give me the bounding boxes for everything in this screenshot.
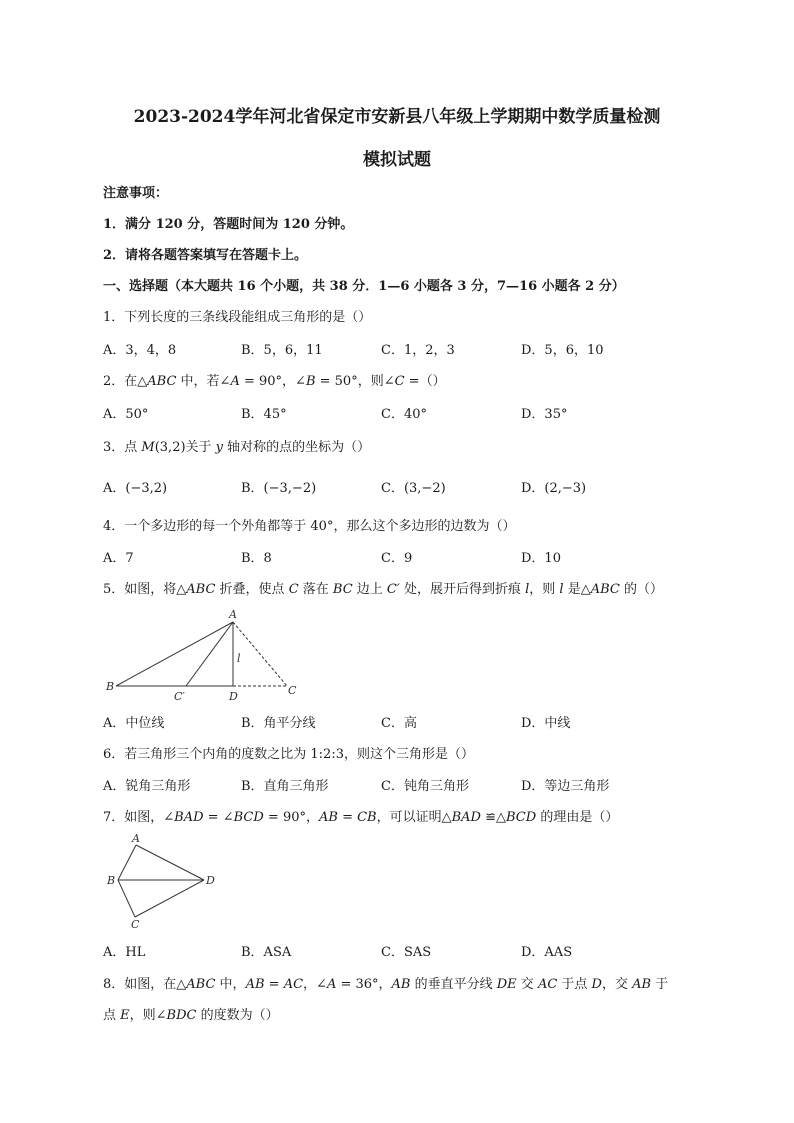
- question-6-stem: 6．若三角形三个内角的度数之比为 1:2:3，则这个三角形是（）: [103, 747, 474, 762]
- title-line-2: 模拟试题: [363, 150, 431, 170]
- math-var: CB: [357, 810, 377, 825]
- q6-option-b: B．直角三角形: [241, 779, 329, 794]
- text: 处，展开后得到折痕: [399, 582, 526, 597]
- q2-option-a: A．50°: [103, 407, 149, 422]
- question-7-stem: [103, 806, 618, 825]
- q5-triangle-figure: [100, 604, 310, 704]
- note-2: 2．请将各题答案填写在答题卡上。: [103, 248, 308, 263]
- text: ≌△: [480, 810, 507, 825]
- text: 的垂直平分线: [410, 977, 497, 992]
- math-var: AB: [391, 977, 411, 992]
- q6-option-c: C．钝角三角形: [381, 779, 469, 794]
- text: ，交: [601, 977, 633, 992]
- math-var: y: [215, 440, 224, 455]
- question-3-stem: [103, 436, 370, 455]
- math-var: BAD: [174, 810, 204, 825]
- text: = 90°，∠: [239, 374, 306, 389]
- math-var: C: [394, 374, 405, 389]
- math-var: BAD: [451, 810, 481, 825]
- text: = 90°，: [263, 810, 319, 825]
- segment-ab: [116, 622, 233, 686]
- text: = 36°，: [336, 977, 392, 992]
- text: 折叠，使点: [215, 582, 289, 597]
- q3-option-d: D．(2,−3): [521, 481, 587, 496]
- label-b: B: [106, 680, 115, 693]
- q4-option-b: B．8: [241, 551, 272, 566]
- segment-ab: [118, 845, 136, 880]
- question-5-stem: [103, 578, 663, 597]
- q5-option-c: C．高: [381, 716, 417, 731]
- math-var: A: [230, 374, 240, 389]
- label-d: D: [229, 690, 238, 703]
- q5-option-b: B．角平分线: [241, 716, 316, 731]
- math-var: M: [141, 440, 155, 455]
- math-var: DE: [496, 977, 517, 992]
- q7-option-a: A．HL: [103, 945, 146, 960]
- q1-option-a: A．3，4，8: [103, 343, 177, 358]
- math-var: AB: [245, 977, 265, 992]
- label-a: A: [132, 832, 140, 845]
- q4-option-c: C．9: [381, 551, 413, 566]
- text: 是△: [563, 582, 591, 597]
- note-1: 1．满分 120 分，答题时间为 120 分钟。: [103, 217, 354, 232]
- math-var: l: [525, 582, 530, 597]
- q7-quadrilateral-figure: [100, 830, 230, 930]
- text: 2．在△: [103, 374, 148, 389]
- label-c: C: [288, 684, 297, 697]
- label-b: B: [107, 874, 116, 887]
- segment-cd: [135, 880, 204, 917]
- q4-option-a: A．7: [103, 551, 134, 566]
- text: = ∠: [203, 810, 234, 825]
- math-var: ABC: [186, 977, 216, 992]
- text: 5．如图，将△: [103, 582, 187, 597]
- text: 点: [103, 1008, 121, 1023]
- text: 的（）: [619, 582, 663, 597]
- notes-heading: 注意事项：: [103, 186, 169, 201]
- q1-option-d: D．5，6，10: [521, 343, 604, 358]
- math-var: A: [326, 977, 337, 992]
- q5-option-d: D．中线: [521, 716, 571, 731]
- math-var: AC: [283, 977, 304, 992]
- question-4-stem: 4．一个多边形的每一个外角都等于 40°，那么这个多边形的边数为（）: [103, 519, 516, 534]
- q2-option-d: D．35°: [521, 407, 568, 422]
- question-1-stem: 1．下列长度的三条线段能组成三角形的是（）: [103, 310, 372, 325]
- label-d: D: [206, 874, 215, 887]
- math-var: BC: [332, 582, 353, 597]
- text: 的度数为（）: [196, 1008, 279, 1023]
- math-var: B: [305, 374, 316, 389]
- section-1-heading: 一、选择题（本大题共 16 个小题，共 38 分．1—6 小题各 3 分，7—16 小题各 2 分）: [103, 279, 625, 294]
- text: 的理由是（）: [536, 810, 619, 825]
- question-2-stem: [103, 370, 446, 389]
- q6-option-d: D．等边三角形: [521, 779, 610, 794]
- math-var: BDC: [166, 1008, 197, 1023]
- text: 8．如图，在△: [103, 977, 187, 992]
- segment-ad: [136, 845, 204, 880]
- math-var: D: [591, 977, 602, 992]
- q1-option-c: C．1，2，3: [381, 343, 455, 358]
- segment-bc: [118, 880, 135, 917]
- text: ，∠: [303, 977, 327, 992]
- q4-option-d: D．10: [521, 551, 561, 566]
- q6-option-a: A．锐角三角形: [103, 779, 191, 794]
- label-c: C: [131, 918, 140, 930]
- text: ，则: [529, 582, 560, 597]
- text: 于点: [557, 977, 592, 992]
- q7-option-c: C．SAS: [381, 945, 432, 960]
- question-8-stem-line-1: [103, 973, 668, 992]
- text: =（）: [404, 374, 446, 389]
- text: 7．如图，∠: [103, 810, 175, 825]
- text: =: [264, 977, 284, 992]
- q3-option-b: B．(−3,−2): [241, 481, 317, 496]
- text: 落在: [298, 582, 333, 597]
- label-l: l: [237, 652, 241, 665]
- q2-option-c: C．40°: [381, 407, 427, 422]
- text: = 50°，则∠: [315, 374, 395, 389]
- label-c-prime: C′: [174, 690, 185, 703]
- text: 中，: [215, 977, 246, 992]
- q1-option-b: B．5，6，11: [241, 343, 323, 358]
- text: 边上: [352, 582, 387, 597]
- math-var: BCD: [506, 810, 537, 825]
- text: 交: [516, 977, 538, 992]
- text: 3．点: [103, 440, 142, 455]
- math-var: C′: [386, 582, 400, 597]
- math-var: E: [120, 1008, 130, 1023]
- text: ，则∠: [129, 1008, 167, 1023]
- q7-option-b: B．ASA: [241, 945, 292, 960]
- q3-option-c: C．(3,−2): [381, 481, 446, 496]
- math-var: C: [288, 582, 299, 597]
- text: (3,2)关于: [154, 440, 216, 455]
- question-8-stem-line-2: [103, 1004, 279, 1023]
- math-var: AC: [537, 977, 558, 992]
- text: 轴对称的点的坐标为（）: [223, 440, 371, 455]
- segment-ac-dashed: [233, 622, 287, 686]
- q5-option-a: A．中位线: [103, 716, 165, 731]
- math-var: AB: [632, 977, 652, 992]
- text: 于: [651, 977, 669, 992]
- math-var: AB: [318, 810, 338, 825]
- math-var: BCD: [233, 810, 264, 825]
- text: =: [337, 810, 358, 825]
- q2-option-b: B．45°: [241, 407, 287, 422]
- q3-option-a: A．(−3,2): [103, 481, 168, 496]
- title-line-1: 2023-2024学年河北省保定市安新县八年级上学期期中数学质量检测: [133, 107, 661, 127]
- q7-option-d: D．AAS: [521, 945, 573, 960]
- text: 中，若∠: [176, 374, 231, 389]
- text: ，可以证明△: [376, 810, 452, 825]
- math-var: ABC: [186, 582, 216, 597]
- math-var: l: [559, 582, 564, 597]
- segment-ac-prime: [186, 622, 233, 686]
- label-a: A: [229, 608, 237, 621]
- math-var: ABC: [590, 582, 620, 597]
- math-var: ABC: [147, 374, 177, 389]
